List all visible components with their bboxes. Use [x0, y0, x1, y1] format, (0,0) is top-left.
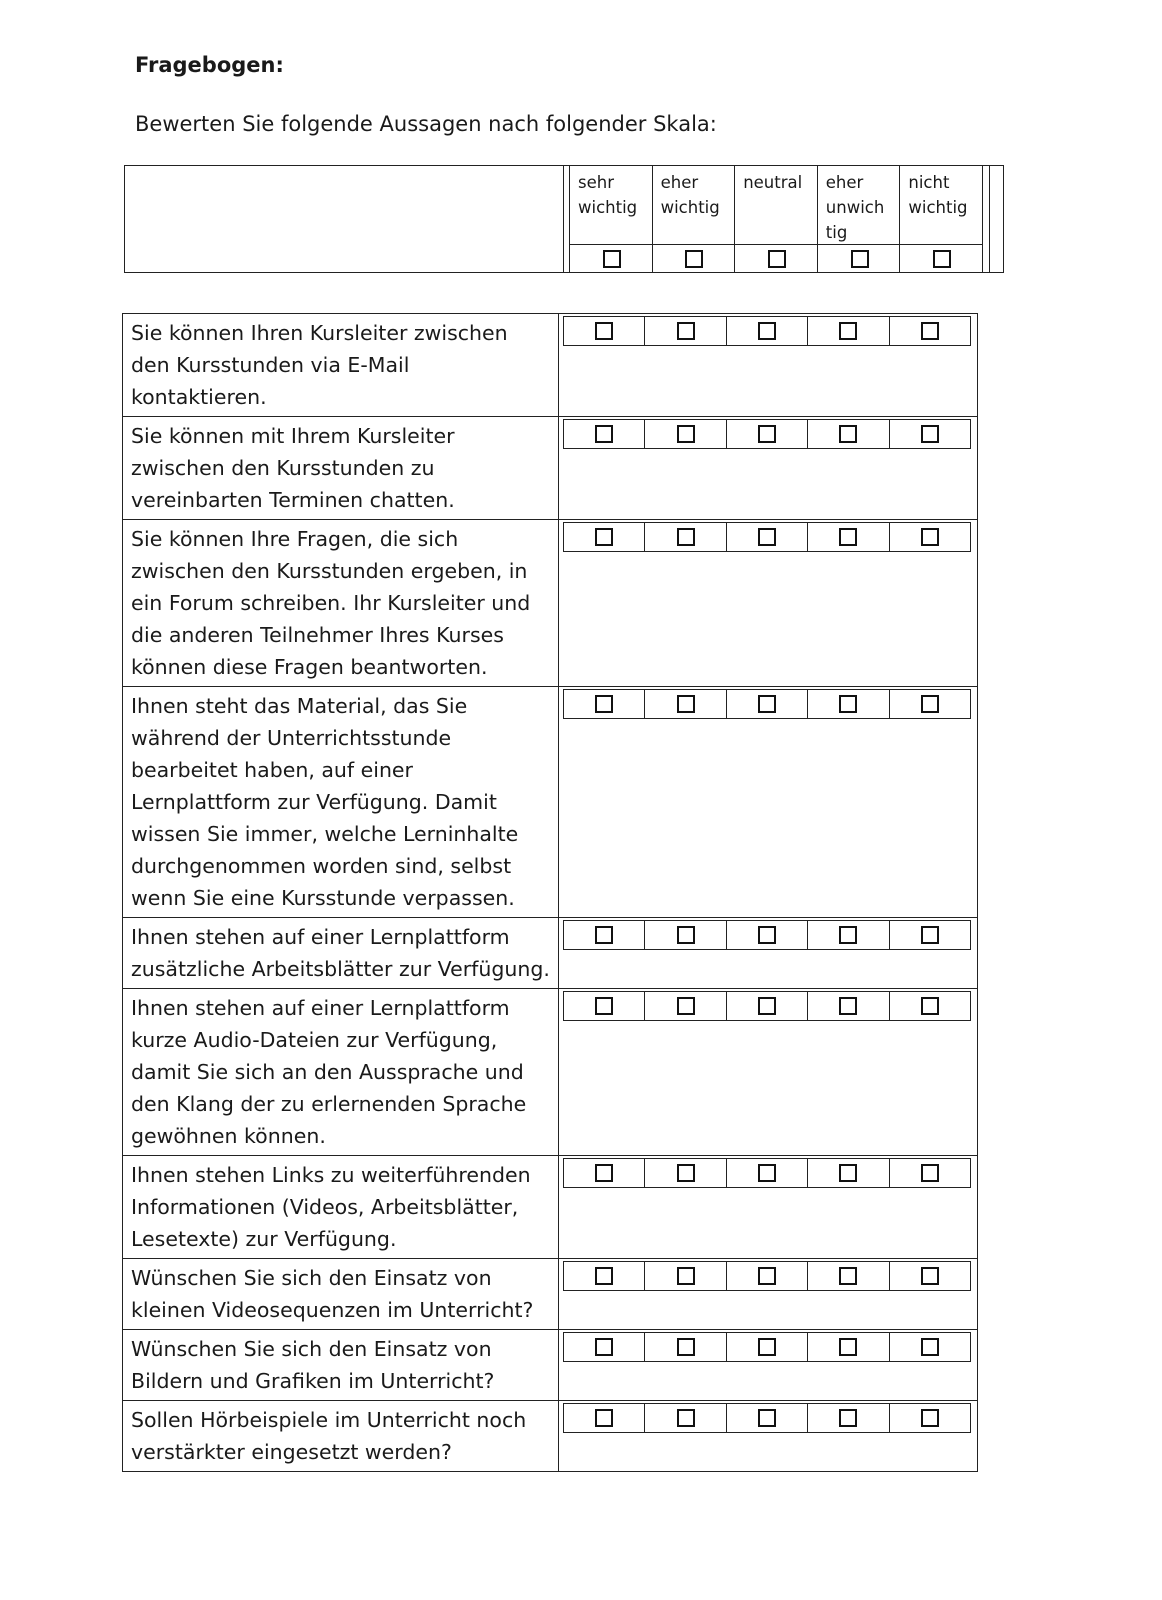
rating-options: [563, 419, 971, 449]
rating-cell: [807, 523, 888, 551]
question-row: [122, 988, 978, 1155]
question-row: [122, 519, 978, 686]
rating-checkbox[interactable]: [595, 322, 613, 340]
rating-checkbox[interactable]: [839, 997, 857, 1015]
rating-checkbox[interactable]: [595, 425, 613, 443]
rating-cell: [644, 1333, 725, 1361]
rating-cell: [726, 1159, 807, 1187]
instruction-text: Bewerten Sie folgende Aussagen nach folgender Skala:: [135, 112, 717, 136]
question-row: [122, 917, 978, 988]
rating-cell: [564, 523, 644, 551]
question-text: Sie können mit Ihrem Kursleiter zwischen den Kursstunden zu vereinbarten Terminen chatten.: [123, 417, 559, 519]
rating-checkbox[interactable]: [839, 528, 857, 546]
rating-cell: [564, 1333, 644, 1361]
rating-checkbox[interactable]: [921, 695, 939, 713]
rating-checkbox[interactable]: [758, 425, 776, 443]
rating-checkbox[interactable]: [595, 926, 613, 944]
rating-options: [563, 522, 971, 552]
rating-cell: [644, 1262, 725, 1290]
rating-cell: [644, 992, 725, 1020]
question-row: [122, 686, 978, 917]
rating-cell: [564, 690, 644, 718]
question-row: [122, 1400, 978, 1472]
rating-cell: [564, 420, 644, 448]
rating-cell: [889, 690, 970, 718]
rating-checkbox[interactable]: [677, 425, 695, 443]
rating-checkbox[interactable]: [758, 1409, 776, 1427]
rating-cell: [807, 420, 888, 448]
rating-cell: [564, 317, 644, 345]
question-text: Wünschen Sie sich den Einsatz von Bildern und Grafiken im Unterricht?: [123, 1330, 559, 1400]
rating-cell: [726, 1262, 807, 1290]
question-text: Ihnen stehen Links zu weiterführenden Informationen (Videos, Arbeitsblätter, Lesetexte) zur Verfügung.: [123, 1156, 559, 1258]
rating-cell: [726, 992, 807, 1020]
scale-label: eher wichtig: [660, 173, 720, 217]
rating-checkbox[interactable]: [921, 322, 939, 340]
question-row: [122, 416, 978, 519]
rating-checkbox[interactable]: [839, 1338, 857, 1356]
rating-cell: [644, 317, 725, 345]
rating-cell: [644, 921, 725, 949]
divider: [563, 166, 564, 272]
question-row: [122, 1258, 978, 1329]
rating-cell: [889, 992, 970, 1020]
rating-checkbox[interactable]: [595, 997, 613, 1015]
rating-checkbox[interactable]: [839, 695, 857, 713]
rating-checkbox[interactable]: [921, 1164, 939, 1182]
rating-cell: [726, 420, 807, 448]
question-text: Ihnen steht das Material, das Sie während der Unterrichtsstunde bearbeitet haben, auf einer Lernplattform zur Verfügung. Damit wissen Sie immer, welche Lerninhalte durchgenommen worden sind, selbst wenn Sie eine Kursstunde verpassen.: [123, 687, 559, 917]
scale-label: neutral: [743, 173, 803, 192]
rating-cell: [889, 1159, 970, 1187]
rating-cell: [807, 317, 888, 345]
scale-checkbox[interactable]: [685, 250, 703, 268]
rating-options: [563, 1403, 971, 1433]
question-row: [122, 313, 978, 416]
rating-checkbox[interactable]: [758, 1267, 776, 1285]
scale-header: [124, 165, 1004, 273]
rating-checkbox[interactable]: [595, 1338, 613, 1356]
rating-cell: [889, 1262, 970, 1290]
rating-checkbox[interactable]: [595, 1409, 613, 1427]
rating-checkbox[interactable]: [839, 926, 857, 944]
question-text: Sollen Hörbeispiele im Unterricht noch verstärkter eingesetzt werden?: [123, 1401, 559, 1471]
scale-checkbox[interactable]: [851, 250, 869, 268]
rating-checkbox[interactable]: [595, 528, 613, 546]
rating-cell: [726, 921, 807, 949]
question-text: Ihnen stehen auf einer Lernplattform kurze Audio-Dateien zur Verfügung, damit Sie sich an den Aussprache und den Klang der zu erlernenden Sprache gewöhnen können.: [123, 989, 559, 1155]
rating-checkbox[interactable]: [758, 1164, 776, 1182]
rating-cell: [726, 317, 807, 345]
question-row: [122, 1329, 978, 1400]
rating-checkbox[interactable]: [921, 1409, 939, 1427]
scale-option-eher-wichtig: [652, 166, 735, 272]
rating-cell: [564, 1159, 644, 1187]
rating-checkbox[interactable]: [595, 1164, 613, 1182]
rating-checkbox[interactable]: [677, 1267, 695, 1285]
rating-checkbox[interactable]: [758, 528, 776, 546]
question-text: Ihnen stehen auf einer Lernplattform zusätzliche Arbeitsblätter zur Verfügung.: [123, 918, 559, 988]
divider: [989, 166, 990, 272]
question-text: Sie können Ihren Kursleiter zwischen den Kursstunden via E-Mail kontaktieren.: [123, 314, 559, 416]
rating-checkbox[interactable]: [677, 1338, 695, 1356]
scale-label: nicht wichtig: [908, 173, 968, 217]
divider: [569, 244, 983, 245]
rating-cell: [726, 1404, 807, 1432]
rating-cell: [564, 992, 644, 1020]
rating-cell: [726, 690, 807, 718]
rating-cell: [807, 921, 888, 949]
rating-cell: [564, 1404, 644, 1432]
scale-label: eher unwich tig: [825, 173, 885, 242]
rating-checkbox[interactable]: [921, 997, 939, 1015]
question-text: Wünschen Sie sich den Einsatz von kleinen Videosequenzen im Unterricht?: [123, 1259, 559, 1329]
scale-checkbox[interactable]: [768, 250, 786, 268]
rating-cell: [564, 1262, 644, 1290]
scale-checkbox[interactable]: [603, 250, 621, 268]
rating-cell: [807, 690, 888, 718]
scale-option-eher-unwichtig: [817, 166, 900, 272]
rating-options: [563, 1332, 971, 1362]
rating-cell: [644, 1404, 725, 1432]
rating-checkbox[interactable]: [839, 322, 857, 340]
rating-cell: [726, 1333, 807, 1361]
rating-options: [563, 1158, 971, 1188]
rating-options: [563, 991, 971, 1021]
rating-options: [563, 316, 971, 346]
scale-option-nicht-wichtig: [899, 166, 983, 272]
rating-cell: [564, 921, 644, 949]
rating-checkbox[interactable]: [921, 528, 939, 546]
rating-cell: [644, 523, 725, 551]
rating-checkbox[interactable]: [758, 926, 776, 944]
rating-checkbox[interactable]: [921, 926, 939, 944]
scale-option-neutral: [734, 166, 817, 272]
rating-cell: [807, 992, 888, 1020]
scale-checkbox[interactable]: [933, 250, 951, 268]
rating-checkbox[interactable]: [839, 1409, 857, 1427]
rating-checkbox[interactable]: [758, 1338, 776, 1356]
rating-options: [563, 1261, 971, 1291]
scale-options: [569, 166, 983, 272]
rating-cell: [807, 1404, 888, 1432]
rating-checkbox[interactable]: [677, 695, 695, 713]
rating-cell: [807, 1159, 888, 1187]
rating-checkbox[interactable]: [677, 322, 695, 340]
rating-checkbox[interactable]: [758, 322, 776, 340]
scale-label: sehr wichtig: [578, 173, 638, 217]
rating-options: [563, 920, 971, 950]
rating-checkbox[interactable]: [677, 1409, 695, 1427]
rating-checkbox[interactable]: [595, 1267, 613, 1285]
rating-cell: [889, 1404, 970, 1432]
rating-cell: [889, 1333, 970, 1361]
question-text: Sie können Ihre Fragen, die sich zwischen den Kursstunden ergeben, in ein Forum schreiben. Ihr Kursleiter und die anderen Teilnehmer Ihres Kurses können diese Fragen beantworten.: [123, 520, 559, 686]
rating-cell: [644, 420, 725, 448]
rating-checkbox[interactable]: [921, 1267, 939, 1285]
rating-checkbox[interactable]: [595, 695, 613, 713]
scale-option-sehr-wichtig: [569, 166, 652, 272]
rating-checkbox[interactable]: [677, 528, 695, 546]
rating-checkbox[interactable]: [839, 1267, 857, 1285]
question-row: [122, 1155, 978, 1258]
rating-checkbox[interactable]: [921, 1338, 939, 1356]
rating-checkbox[interactable]: [677, 1164, 695, 1182]
rating-checkbox[interactable]: [839, 425, 857, 443]
rating-cell: [807, 1333, 888, 1361]
rating-checkbox[interactable]: [677, 926, 695, 944]
rating-cell: [726, 523, 807, 551]
question-table: [122, 313, 978, 1472]
rating-checkbox[interactable]: [758, 695, 776, 713]
rating-options: [563, 689, 971, 719]
rating-checkbox[interactable]: [758, 997, 776, 1015]
rating-cell: [889, 420, 970, 448]
page-title: Fragebogen:: [135, 53, 284, 77]
rating-cell: [889, 921, 970, 949]
rating-cell: [889, 523, 970, 551]
rating-cell: [807, 1262, 888, 1290]
rating-checkbox[interactable]: [921, 425, 939, 443]
rating-checkbox[interactable]: [677, 997, 695, 1015]
rating-cell: [889, 317, 970, 345]
rating-checkbox[interactable]: [839, 1164, 857, 1182]
rating-cell: [644, 1159, 725, 1187]
rating-cell: [644, 690, 725, 718]
